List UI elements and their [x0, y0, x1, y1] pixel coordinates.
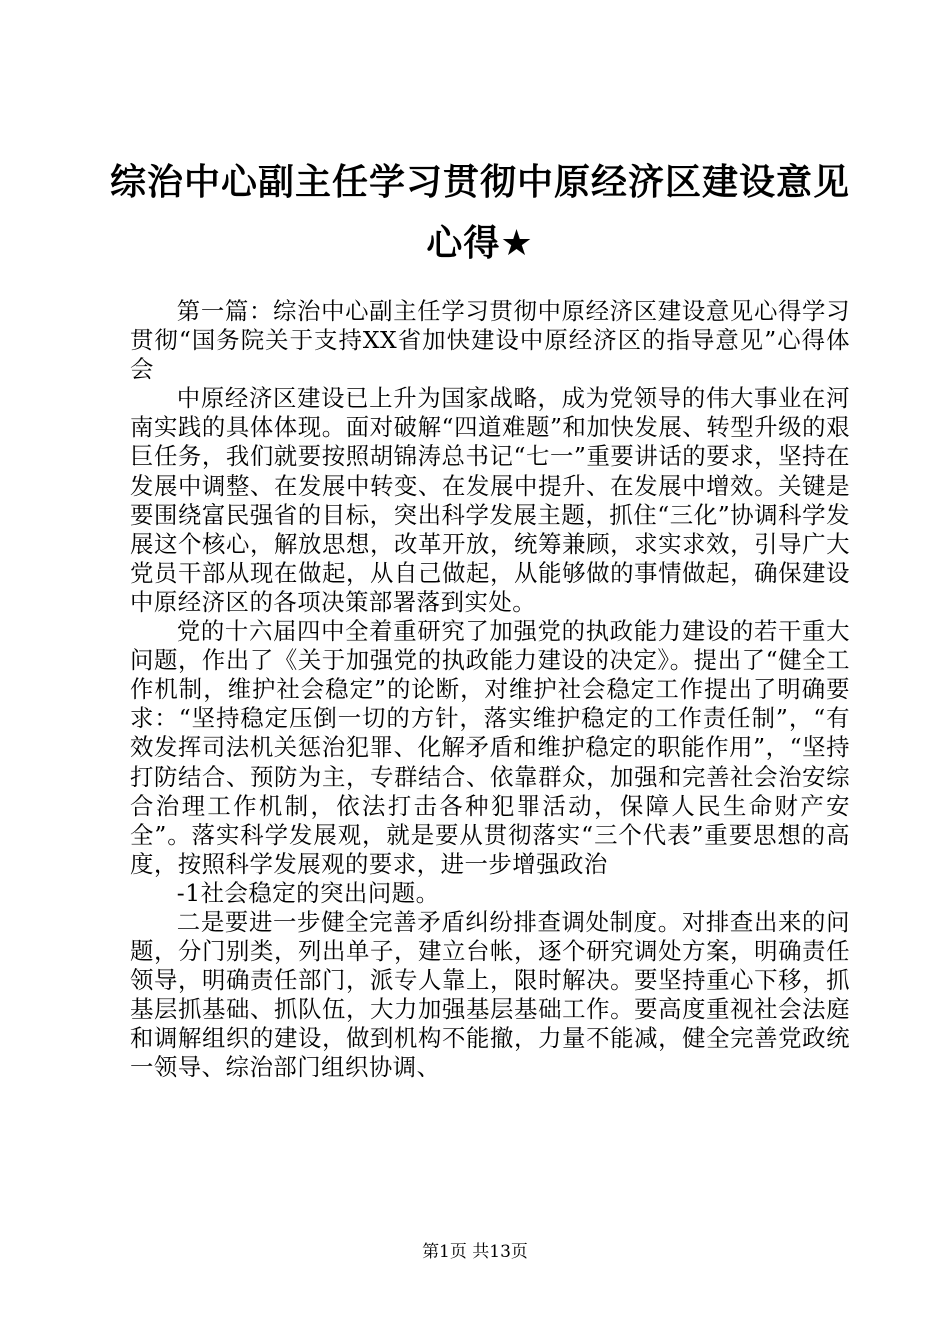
document-body: [130, 297, 850, 1083]
paragraph-intro: 第一篇：综治中心副主任学习贯彻中原经济区建设意见心得学习贯彻“国务院关于支持XX省加快建设中原经济区的指导意见”心得体会: [130, 297, 850, 384]
document-title-line-2: 心得★: [426, 223, 534, 264]
page-footer: 第1页 共13页: [422, 1242, 528, 1262]
paragraph-dispute-mediation: 二是要进一步健全完善矛盾纠纷排查调处制度。对排查出来的问题，分门别类，列出单子，建立台帐，逐个研究调处方案，明确责任领导，明确责任部门，派专人靠上，限时解决。要坚持重心下移，抓基层抓基础、抓队伍，大力加强基层基础工作。要高度重视社会法庭和调解组织的建设，做到机构不能撤，力量不能减，健全完善党政统一领导、综治部门组织协调、: [130, 907, 850, 1082]
paragraph-fragment: -1社会稳定的突出问题。: [176, 878, 440, 907]
paragraph-party-plenum: 党的十六届四中全着重研究了加强党的执政能力建设的若干重大问题，作出了《关于加强党的执政能力建设的决定》。提出了“健全工作机制，维护社会稳定”的论断，对维护社会稳定工作提出了明确要求：“坚持稳定压倒一切的方针，落实维护稳定的工作责任制”，“有效发挥司法机关惩治犯罪、化解矛盾和维护稳定的职能作用”，“坚持打防结合、预防为主，专群结合、依靠群众，加强和完善社会治安综合治理工作机制，依法打击各种犯罪活动，保障人民生命财产安全”。落实科学发展观，就是要从贯彻落实“三个代表”重要思想的高度，按照科学发展观的要求，进一步增强政治: [130, 617, 850, 878]
document-title-line-1: 综治中心副主任学习贯彻中原经济区建设意见: [109, 162, 850, 203]
paragraph-central-plains: 中原经济区建设已上升为国家战略，成为党领导的伟大事业在河南实践的具体体现。面对破解“四道难题”和加快发展、转型升级的艰巨任务，我们就要按照胡锦涛总书记“七一”重要讲话的要求，坚持在发展中调整、在发展中转变、在发展中提升、在发展中增效。关键是要围绕富民强省的目标，突出科学发展主题，抓住“三化”协调科学发展这个核心，解放思想，改革开放，统筹兼顾，求实求效，引导广大党员干部从现在做起，从自己做起，从能够做的事情做起，确保建设中原经济区的各项决策部署落到实处。: [130, 384, 850, 616]
